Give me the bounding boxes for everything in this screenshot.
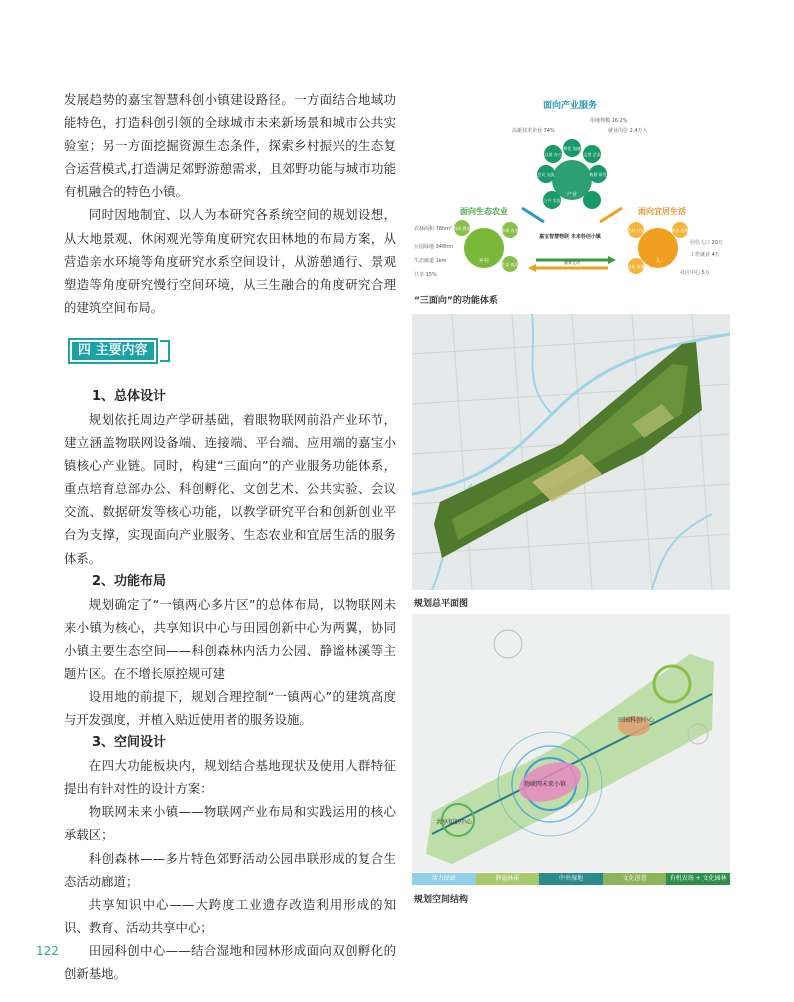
- top-label: 面向产业服务: [542, 100, 598, 110]
- arrow-label: 服务互动: [564, 260, 580, 265]
- right-stat-1: 居住人口 20万: [690, 240, 723, 246]
- arrowhead-right: [608, 256, 616, 264]
- section-heading-tail: [160, 340, 170, 362]
- subheading-1: 1、总体设计: [92, 388, 167, 404]
- top-node-2: 孵化 加速: [563, 146, 581, 151]
- subheading-2: 2、功能布局: [92, 573, 167, 589]
- paragraph-3c: 科创森林——多片特色郊野活动公园串联形成的复合生态活动廊道；: [64, 850, 396, 889]
- center-text: 嘉宝智慧物联 未来科创小镇: [539, 234, 601, 240]
- top-node-5: 数据 研发: [589, 172, 607, 177]
- left-stat-3: 生态廊道 1km: [414, 258, 447, 264]
- left-node-2: 休闲 农业: [501, 228, 519, 233]
- function-system-diagram: [412, 96, 728, 282]
- right-node-3: 文化 设施: [627, 264, 645, 269]
- text-column: [64, 88, 396, 985]
- right-cluster: [627, 222, 688, 274]
- paragraph-3b: 物联网未来小镇——物联网产业布局和实践运用的核心承载区；: [64, 804, 396, 843]
- figure1-caption: “三面向”的功能体系: [414, 296, 498, 306]
- spatial-structure-map: [412, 614, 730, 872]
- label-knowledge: 共享知识中心: [436, 819, 473, 826]
- top-cluster: [537, 139, 607, 209]
- top-node-1: 总部 办公: [544, 152, 562, 157]
- top-hub-label: 产业: [566, 192, 578, 198]
- left-stat-2: 公园绿地 346hm: [414, 244, 454, 250]
- paragraph-3a: 在四大功能板块内，规划结合基地现状及使用人群特征提出有针对性的设计方案：: [64, 758, 396, 797]
- left-node-1: 科研 教育: [453, 226, 471, 231]
- right-node-1: 宜居 社区: [627, 228, 645, 233]
- paragraph-2b: 设用地的前提下，规划合理控制“一镇两心”的建筑高度与开发强度，并植入贴近使用者的服务设施。: [64, 688, 396, 728]
- left-cluster: [453, 220, 518, 272]
- paragraph-2a: 规划确定了“一镇两心多片区”的总体布局，以物联网未来小镇为核心，共享知识中心与田园创新中心为两翼，协同小镇主要生态空间——科创森林内活力公园、静谧林溪等主题片区。在不增长原控规可建: [64, 596, 396, 681]
- section-heading: [68, 339, 170, 363]
- master-plan-map: [412, 314, 730, 590]
- paragraph-3d: 共享知识中心——大跨度工业遗存改造利用形成的知识、教育、活动共享中心；: [64, 896, 396, 935]
- label-iot-town: 物联网未来小镇: [524, 781, 567, 788]
- figure3-caption: 规划空间结构: [414, 895, 469, 905]
- left-node-3: 生态 观光: [501, 262, 519, 267]
- left-hub-label: 乡村: [478, 258, 490, 264]
- page-number: 122: [36, 944, 59, 958]
- right-hub-label: 人: [655, 258, 661, 264]
- paragraph-1: 规划依托周边产学研基础，着眼物联网前沿产业环节，建立涵盖物联网设备端、连接端、平台端、应用端的嘉宝小镇核心产业链。同时，构建“三面向”的产业服务功能体系，重点培育总部办公、科创孵化、文创艺术、公共实验、会议交流、数据研发等核心功能，以教学研究平台和创新创业平台为支撑，实现面向产业服务、生态农业和宜居生活的服务体系。: [64, 411, 396, 566]
- legend-item-1: 活力绿廊: [412, 873, 476, 885]
- top-node-4: 会议 交流: [537, 172, 555, 177]
- right-stat-2: 工作就业 4万: [690, 252, 720, 258]
- left-stat-4: 共享 15%: [414, 272, 437, 278]
- legend-item-5: 有机农场 + 文化园林: [666, 873, 730, 885]
- right-stat-3: 社区中心 5万: [680, 270, 710, 276]
- top-stat-2: 高新技术企业 74%: [512, 128, 555, 134]
- link-right-top: [600, 208, 622, 222]
- top-node-6: 公共 实验: [543, 198, 561, 203]
- intro-paragraph-2: 同时因地制宜、以人为本研究各系统空间的规划设想，从大地景观、休闲观光等角度研究农田林地的布局方案，从营造亲水环境等角度研究水系空间设计，从游憩通行、景观塑造等角度研究慢行空间环境，从三生融合的角度研究合理的建筑空间布局。: [64, 207, 396, 315]
- link-left-top: [522, 208, 544, 222]
- paragraph-3e: 田园科创中心——结合湿地和园林形成面向双创孵化的创新基地。: [64, 942, 396, 981]
- figure2-caption: 规划总平面图: [414, 599, 469, 609]
- legend-item-4: 文化创意: [603, 873, 667, 885]
- left-stat-1: 农林面积 78hm²: [414, 226, 452, 232]
- label-tianyuan: 田园科创中心: [618, 717, 655, 724]
- subheading-3: 3、空间设计: [92, 735, 167, 751]
- intro-paragraph-1: 发展趋势的嘉宝智慧科创小镇建设路径。一方面结合地域功能特色，打造科创引领的全球城市未来新场景和城市公共实验室；另一方面挖掘资源生态条件，探索乡村振兴的生态复合运营模式,打造满足郊野游憩需求，且郊野功能与城市功能有机融合的特色小镇。: [64, 92, 396, 200]
- structure-legend: [412, 873, 730, 885]
- section-title: 四 主要内容: [68, 338, 158, 364]
- top-stat-3: 就业岗位 2.4万人: [608, 128, 648, 134]
- top-node-3: 文创 艺术: [583, 152, 601, 157]
- right-node-2: 商业 服务: [671, 228, 689, 233]
- right-label: 面向宜居生活: [638, 207, 686, 216]
- legend-item-2: 静谧林溪: [476, 873, 540, 885]
- legend-item-3: 中央湿地: [539, 873, 603, 885]
- left-label: 面向生态农业: [460, 207, 508, 216]
- top-stat-1: 用地规模 16.2%: [590, 118, 628, 124]
- arrowhead-left: [528, 264, 536, 272]
